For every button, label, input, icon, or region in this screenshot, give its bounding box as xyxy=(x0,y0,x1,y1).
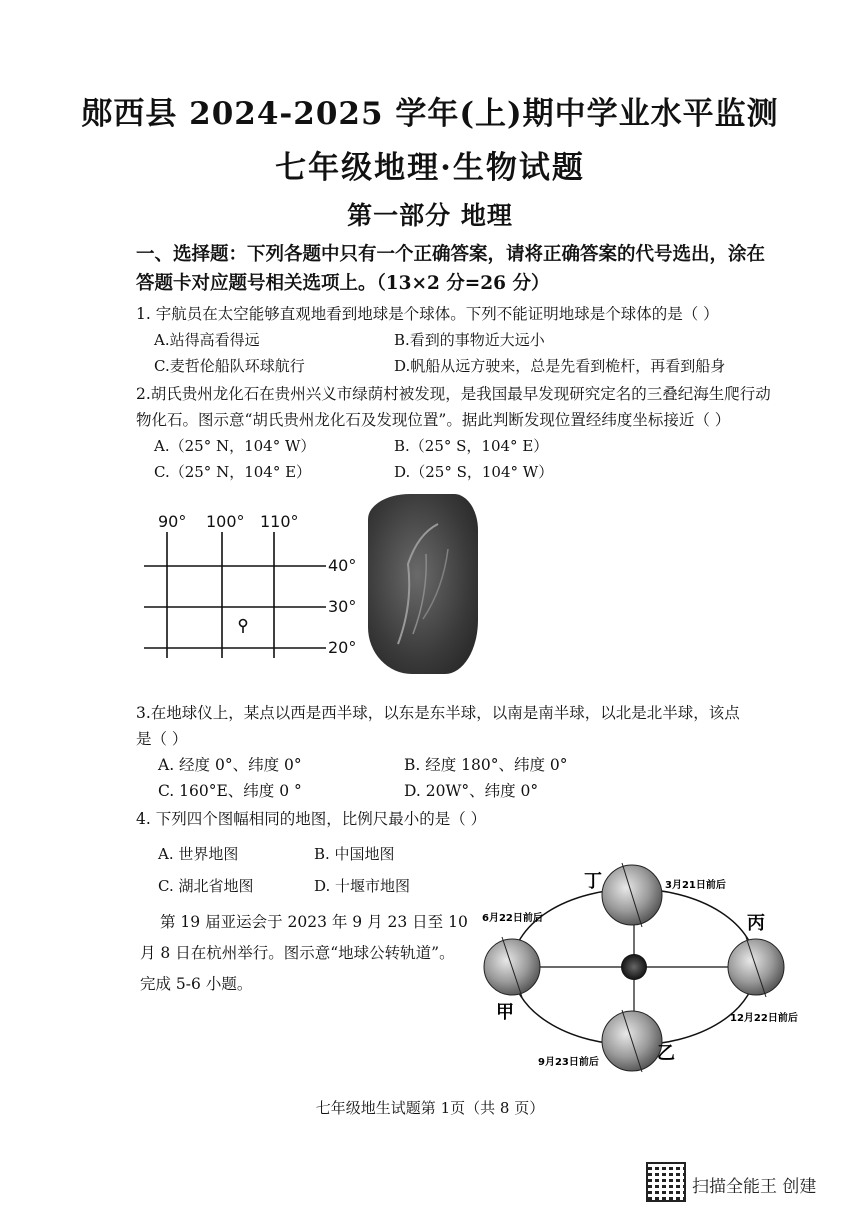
lon-label-90: 90° xyxy=(158,512,187,531)
label-yi: 乙 xyxy=(657,1043,675,1064)
q2-option-d: D.（25° S，104° W） xyxy=(394,463,554,481)
q2-option-a: A.（25° N，104° W） xyxy=(154,437,316,455)
qr-code-icon xyxy=(646,1162,686,1202)
q4-option-c: C. 湖北省地图 xyxy=(158,877,254,895)
q4-option-a: A. 世界地图 xyxy=(158,845,239,863)
label-ding: 丁 xyxy=(584,871,602,892)
lat-lon-grid xyxy=(140,510,365,670)
earth-bing-icon xyxy=(728,937,784,997)
scanner-watermark: 扫描全能王 创建 xyxy=(692,1177,817,1197)
earth-orbit-diagram xyxy=(472,855,812,1080)
earth-jia-icon xyxy=(484,937,540,997)
question-3 xyxy=(136,700,816,804)
passage-line3: 完成 5-6 小题。 xyxy=(140,975,253,993)
q1-option-c: C.麦哲伦船队环球航行 xyxy=(154,357,305,375)
question-1-stem: 1. 宇航员在太空能够直观地看到地球是个球体。下列不能证明地球是个球体的是（ ） xyxy=(136,305,719,323)
lon-label-110: 110° xyxy=(260,512,299,531)
q2-option-c: C.（25° N，104° E） xyxy=(154,463,312,481)
question-3-stem-line2: 是（ ） xyxy=(136,730,188,748)
passage-line1: 第 19 届亚运会于 2023 年 9 月 23 日至 10 xyxy=(160,913,468,931)
question-4 xyxy=(136,806,816,832)
lon-label-100: 100° xyxy=(206,512,245,531)
section-instruction-line1: 一、选择题：下列各题中只有一个正确答案，请将正确答案的代号选出，涂在 xyxy=(136,244,766,265)
question-2 xyxy=(136,381,816,485)
lat-label-20: 20° xyxy=(328,638,357,657)
question-2-stem-line2: 物化石。图示意“胡氏贵州龙化石及发现位置”。据此判断发现位置经纬度坐标接近（ ） xyxy=(136,411,731,429)
date-mar21: 3月21日前后 xyxy=(665,880,726,891)
fossil-photo xyxy=(368,494,478,674)
label-bing: 丙 xyxy=(747,913,765,934)
q1-option-d: D.帆船从远方驶来，总是先看到桅杆，再看到船身 xyxy=(394,357,726,375)
q3-option-a: A. 经度 0°、纬度 0° xyxy=(158,756,302,774)
section-instruction-line2: 答题卡对应题号相关选项上。（13×2 分=26 分） xyxy=(136,273,550,294)
date-sep23: 9月23日前后 xyxy=(538,1057,599,1068)
q3-option-b: B. 经度 180°、纬度 0° xyxy=(404,756,568,774)
q2-option-b: B.（25° S，104° E） xyxy=(394,437,549,455)
label-jia: 甲 xyxy=(496,1002,514,1023)
q4-options-row1 xyxy=(158,843,395,864)
page-footer: 七年级地生试题第 1页（共 8 页） xyxy=(315,1099,545,1117)
lat-label-30: 30° xyxy=(328,597,357,616)
question-3-stem-line1: 3.在地球仪上，某点以西是西半球，以东是东半球，以南是南半球，以北是北半球，该点 xyxy=(136,704,740,722)
lat-label-40: 40° xyxy=(328,556,357,575)
earth-ding-icon xyxy=(602,863,662,927)
earth-yi-icon xyxy=(602,1010,662,1072)
q4-options-row2 xyxy=(158,875,410,896)
exam-title: 郧西县 2024-2025 学年(上)期中学业水平监测 xyxy=(81,96,779,132)
location-pin-icon xyxy=(240,620,247,634)
question-5-6-passage xyxy=(140,907,470,1000)
date-dec22: 12月22日前后 xyxy=(730,1013,798,1024)
q3-option-c: C. 160°E、纬度 0 ° xyxy=(158,782,302,800)
part-title: 第一部分 地理 xyxy=(347,201,513,230)
q4-option-d: D. 十堰市地图 xyxy=(314,877,411,895)
q3-option-d: D. 20W°、纬度 0° xyxy=(404,782,539,800)
date-jun22: 6月22日前后 xyxy=(482,913,543,924)
q4-option-b: B. 中国地图 xyxy=(314,845,395,863)
section-instruction xyxy=(136,240,816,298)
question-4-stem: 4. 下列四个图幅相同的地图，比例尺最小的是（ ） xyxy=(136,810,487,828)
question-2-stem-line1: 2.胡氏贵州龙化石在贵州兴义市绿荫村被发现，是我国最早发现研究定名的三叠纪海生爬行动 xyxy=(136,385,771,403)
exam-subtitle: 七年级地理·生物试题 xyxy=(275,150,585,186)
q1-option-b: B.看到的事物近大远小 xyxy=(394,331,545,349)
sun-icon xyxy=(621,954,647,980)
passage-line2: 月 8 日在杭州举行。图示意“地球公转轨道”。 xyxy=(140,944,455,962)
question-1 xyxy=(136,301,816,379)
q1-option-a: A.站得高看得远 xyxy=(154,331,260,349)
